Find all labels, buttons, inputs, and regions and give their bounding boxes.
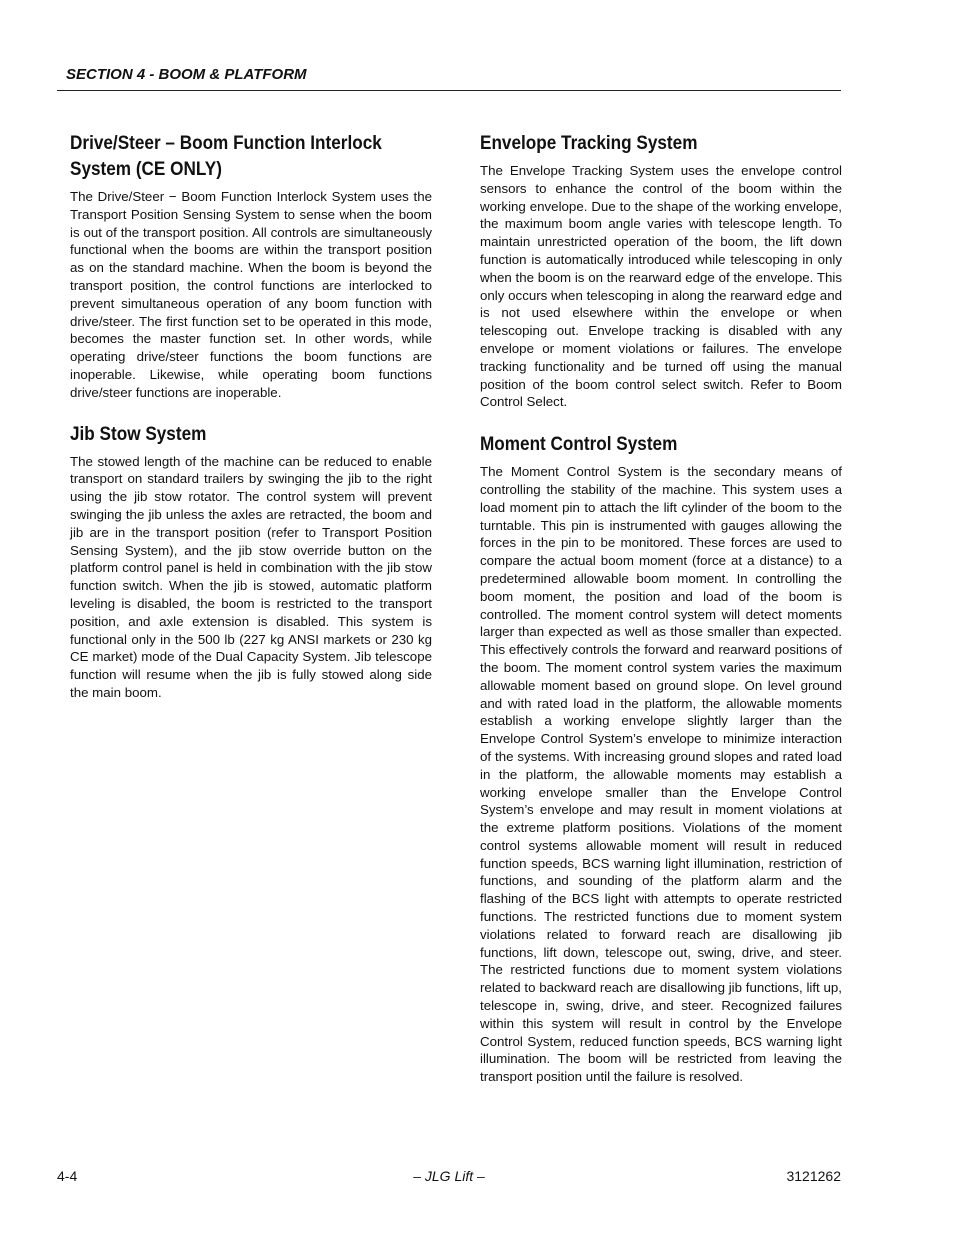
heading-moment-control: Moment Control System <box>480 433 678 456</box>
page-header <box>57 66 841 91</box>
page-number: 4-4 <box>57 1168 78 1184</box>
right-column <box>480 130 842 1086</box>
paragraph-envelope-tracking: The Envelope Tracking System uses the envelope control sensors to enhance the control of the boom within the working envelope. Due to the shape of the working envelope, the maximum boom angle varies with telescope length. To maintain unrestricted operation of the boom, the lift down function is automatically introduced while telescoping in only when the boom is on the rearward edge of the envelope. This only occurs when telescoping in along the rearward edge and is not used elsewhere within the envelope or when telescoping out. Envelope tracking is disabled with any envelope or moment violations or failures. The envelope tracking functionality and be turned off using the manual position of the boom control select switch. Refer to Boom Control Select. <box>480 163 842 410</box>
publisher-name: – JLG Lift – <box>413 1168 485 1184</box>
section-title: SECTION 4 - BOOM & PLATFORM <box>66 66 307 83</box>
paragraph-jib-stow: The stowed length of the machine can be reduced to enable transport on standard trailers by swinging the jib to the right using the jib stow rotator. The control system will prevent swinging the jib unless the axles are retracted, the boom and jib are in the transport position (refer to Transport Position Sensing System), and the jib stow override button on the platform control panel is held in combination with the jib stow function switch. When the jib is stowed, automatic platform leveling is disabled, the boom is restricted to the transport position, and axle extension is disabled. This system is functional only in the 500 lb (227 kg ANSI markets or 230 kg CE market) mode of the Dual Capacity System. Jib telescope function will resume when the jib is fully stowed along side the main boom. <box>70 453 432 700</box>
document-number: 3121262 <box>786 1168 841 1184</box>
paragraph-drive-steer-interlock: The Drive/Steer − Boom Function Interlock System uses the Transport Position Sensing System to sense when the boom is out of the transport position. All controls are simultaneously functional when the booms are within the transport position as on the standard machine. When the boom is beyond the transport position, the control functions are interlocked to prevent simultaneous operation of any boom function with drive/steer. The first function set to be operated in this mode, becomes the master function set. In other words, while operating drive/steer functions the boom functions are inoperable. Likewise, while operating boom functions drive/steer functions are inoperable. <box>70 189 432 400</box>
paragraph-moment-control: The Moment Control System is the secondary means of controlling the stability of the machine. This system uses a load moment pin to attach the lift cylinder of the boom to the turntable. This pin is instrumented with gauges allowing the forces in the pin to be monitored. These forces are used to compare the actual boom moment (force at a distance) to a predetermined allowable boom moment. In controlling the boom moment, the position and load of the boom is controlled. The moment control system will detect moments larger than expected as well as those smaller than expected. This effectively controls the forward and rearward positions of the boom. The moment control system varies the maximum allowable moment based on ground slope. On level ground and with rated load in the platform, the allowable moments establish a working envelope slightly larger than the Envelope Control System’s envelope to minimize interaction of the systems. With increasing ground slopes and rated load in the platform, the allowable moments may establish a working envelope smaller than the Envelope Control System’s envelope and may result in moment violations at the extreme platform positions. Violations of the moment control systems allowable moment will result in reduced function speeds, BCS warning light illumination, restriction of functions, and sounding of the platform alarm and the flashing of the BCS light with attempts to operate restricted functions. The restricted functions due to moment system violations related to forward reach are disallowing jib functions, lift down, telescope out, swing, drive, and steer. The restricted functions due to moment system violations related to backward reach are disallowing jib functions, lift up, telescope in, swing, drive, and steer. Recognized failures within this system will result in control by the Envelope Control System, reduced function speeds, BCS warning light illumination. The boom will be restricted from leaving the transport position until the failure is resolved. <box>480 464 842 1085</box>
heading-jib-stow: Jib Stow System <box>70 422 207 445</box>
left-column <box>70 130 432 702</box>
heading-drive-steer-interlock: Drive/Steer – Boom Function Interlock System (CE ONLY) <box>70 132 382 180</box>
heading-envelope-tracking: Envelope Tracking System <box>480 132 698 154</box>
